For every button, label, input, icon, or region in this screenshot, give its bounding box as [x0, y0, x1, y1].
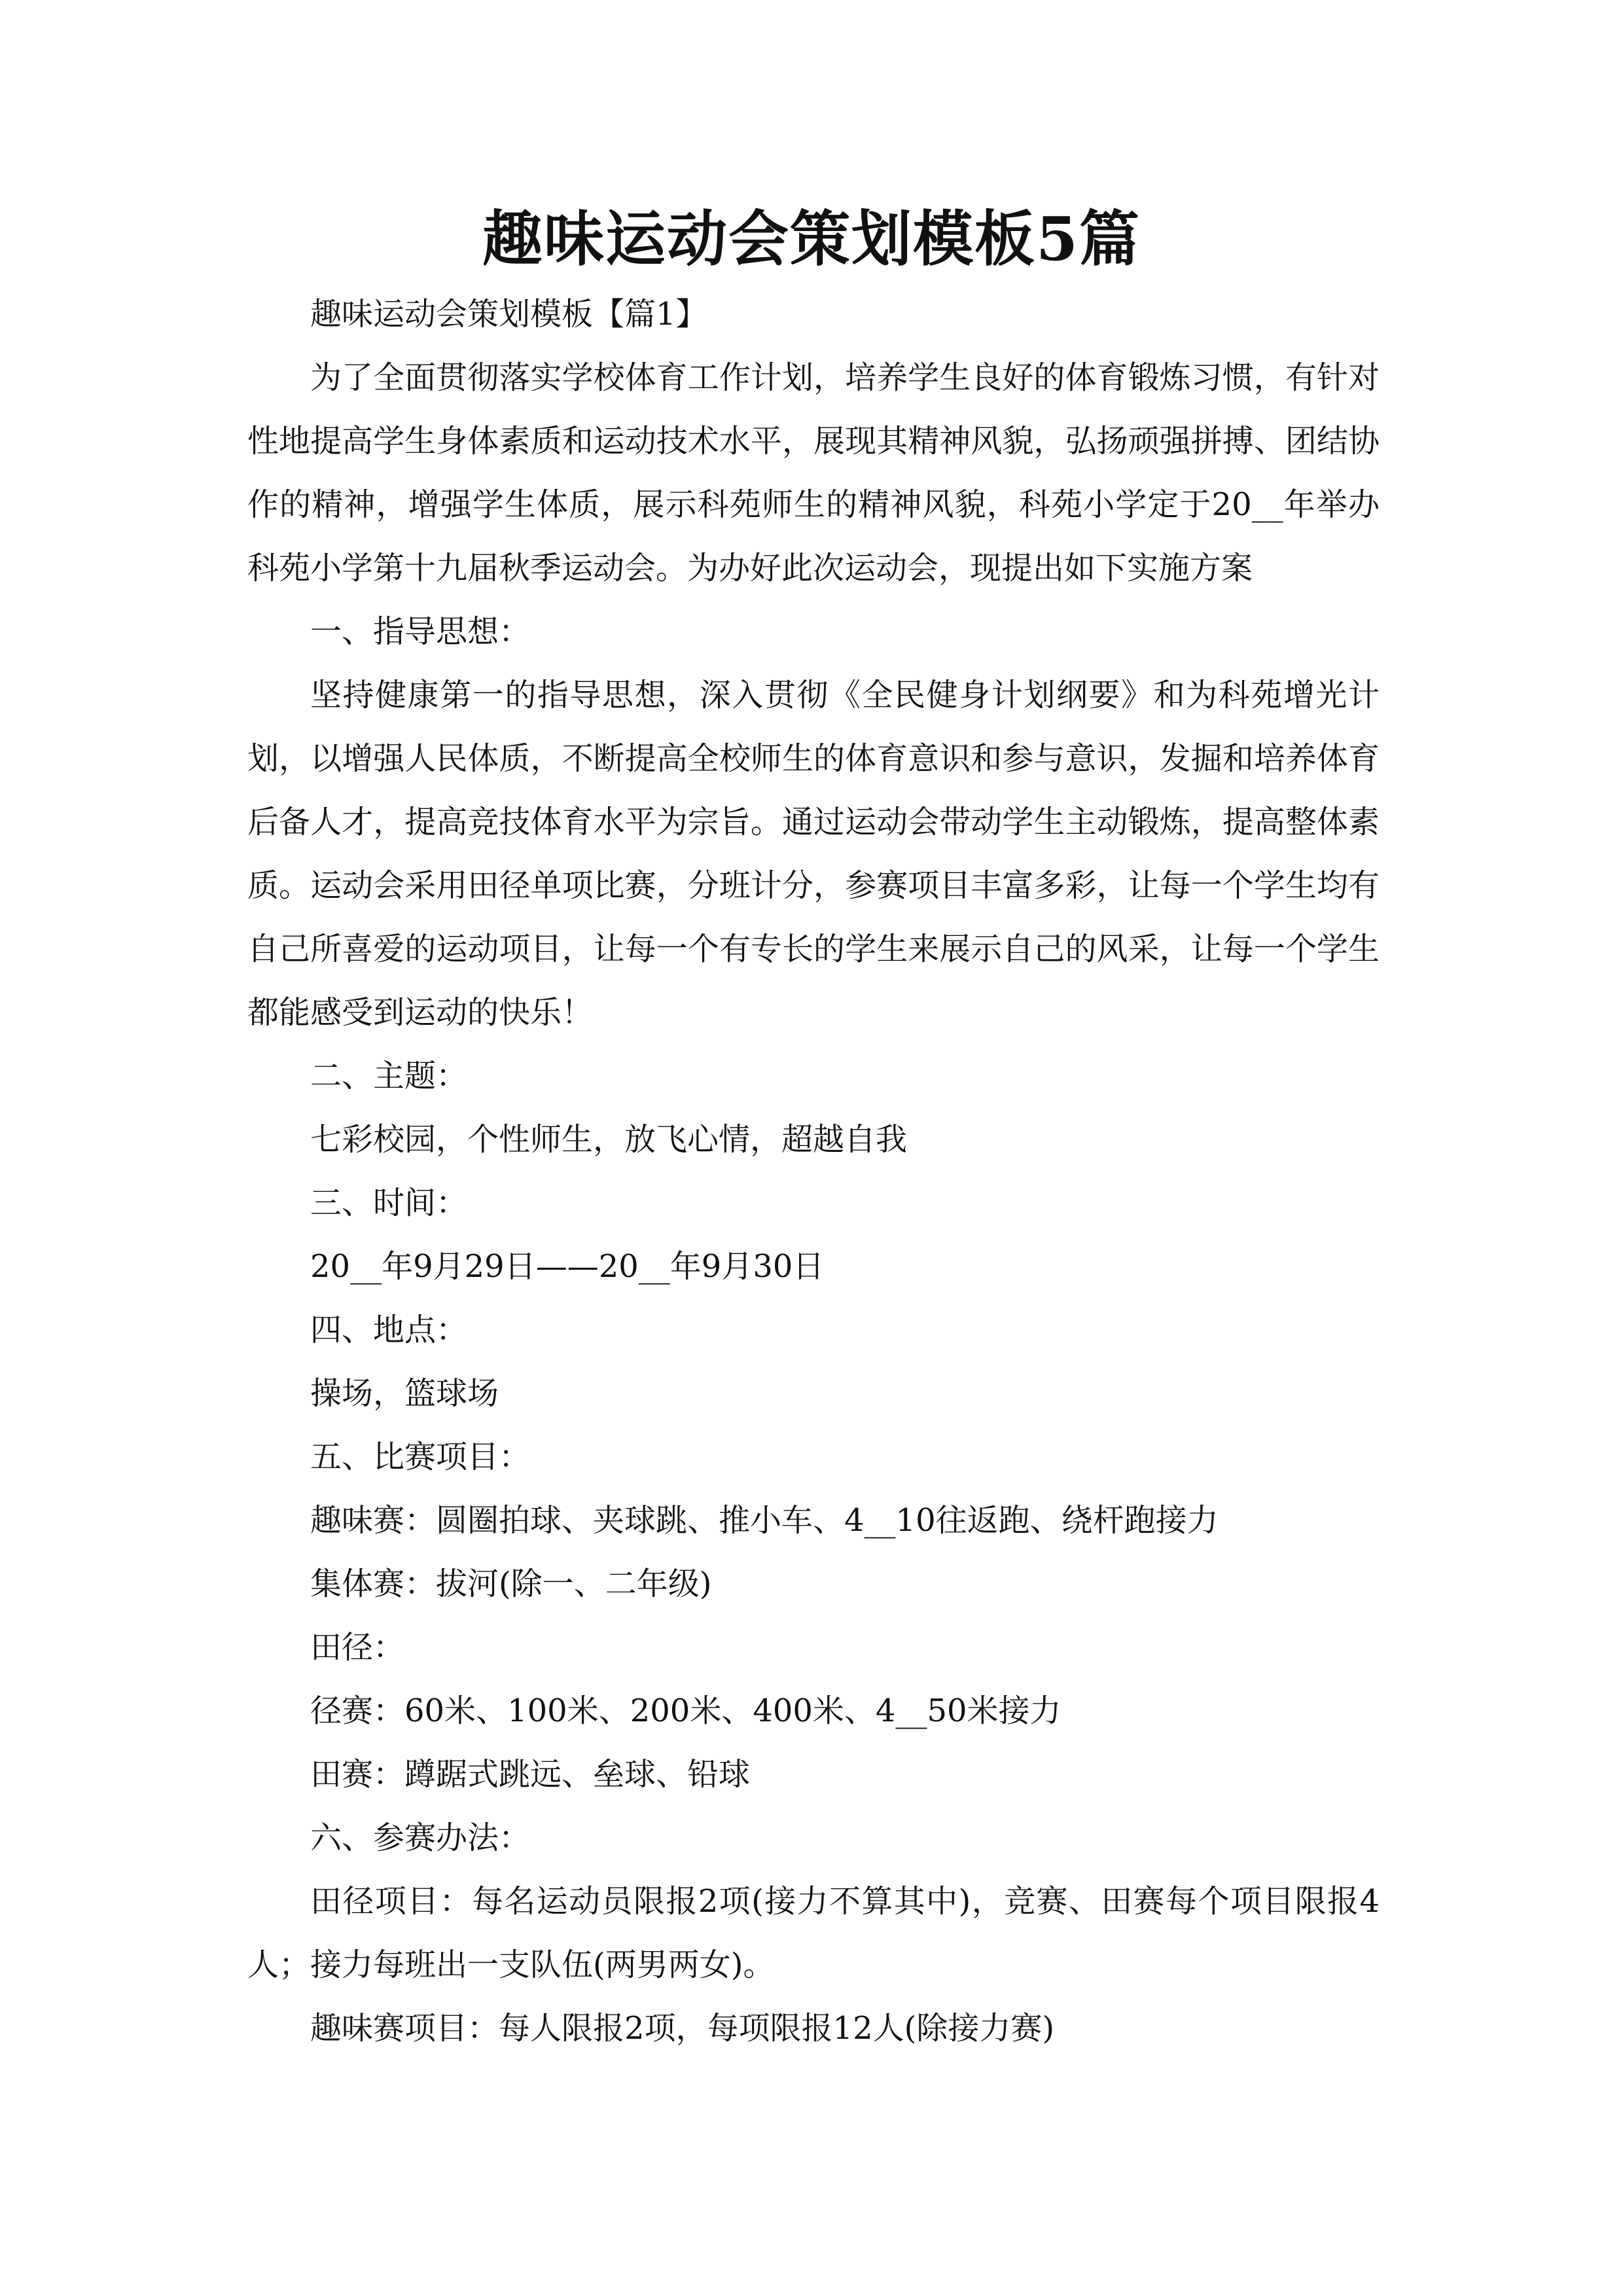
- section-heading-participation: 六、参赛办法：: [310, 1820, 531, 1856]
- theme-text: 七彩校园，个性师生，放飞心情，超越自我: [310, 1121, 908, 1158]
- intro-paragraph: 为了全面贯彻落实学校体育工作计划，培养学生良好的体育锻炼习惯，有针对性地提高学生身体素质和运动技术水平，展现其精神风貌，弘扬顽强拼搏、团结协作的精神，增强学生体质，展示科苑师生的精神风貌，科苑小学定于20__年举办科苑小学第十九届秋季运动会。为办好此次运动会，现提出如下实施方案: [247, 359, 1380, 586]
- section-heading-guiding-ideology: 一、指导思想：: [310, 613, 531, 650]
- section-heading-time: 三、时间：: [310, 1185, 468, 1221]
- document-subtitle: 趣味运动会策划模板【篇1】: [310, 296, 707, 332]
- time-text: 20__年9月29日——20__年9月30日: [310, 1248, 825, 1285]
- guiding-ideology-paragraph: 坚持健康第一的指导思想，深入贯彻《全民健身计划纲要》和为科苑增光计划，以增强人民体质，不断提高全校师生的体育意识和参与意识，发掘和培养体育后备人才，提高竞技体育水平为宗旨。通过运动会带动学生主动锻炼，提高整体素质。运动会采用田径单项比赛，分班计分，参赛项目丰富多彩，让每一个学生均有自己所喜爱的运动项目，让每一个有专长的学生来展示自己的风采，让每一个学生都能感受到运动的快乐！: [247, 677, 1380, 1031]
- fun-events-text: 趣味赛：圆圈拍球、夹球跳、推小车、4__10往返跑、绕杆跑接力: [310, 1502, 1219, 1539]
- location-text: 操场，篮球场: [310, 1375, 499, 1412]
- track-events-text: 径赛：60米、100米、200米、400米、4__50米接力: [310, 1693, 1061, 1729]
- group-events-text: 集体赛：拔河(除一、二年级): [310, 1566, 712, 1602]
- document-body: [247, 283, 1380, 2060]
- fun-events-rule-text: 趣味赛项目：每人限报2项，每项限报12人(除接力赛): [310, 2010, 1055, 2047]
- section-heading-theme: 二、主题：: [310, 1058, 468, 1094]
- field-events-text: 田赛：蹲踞式跳远、垒球、铅球: [310, 1756, 751, 1793]
- track-field-heading: 田径：: [310, 1629, 405, 1666]
- section-heading-location: 四、地点：: [310, 1312, 468, 1348]
- section-heading-events: 五、比赛项目：: [310, 1439, 531, 1475]
- document-title: 趣味运动会策划模板5篇: [482, 204, 1141, 274]
- track-field-rule-paragraph: 田径项目：每名运动员限报2项(接力不算其中)，竞赛、田赛每个项目限报4人；接力每班出一支队伍(两男两女)。: [247, 1883, 1380, 1983]
